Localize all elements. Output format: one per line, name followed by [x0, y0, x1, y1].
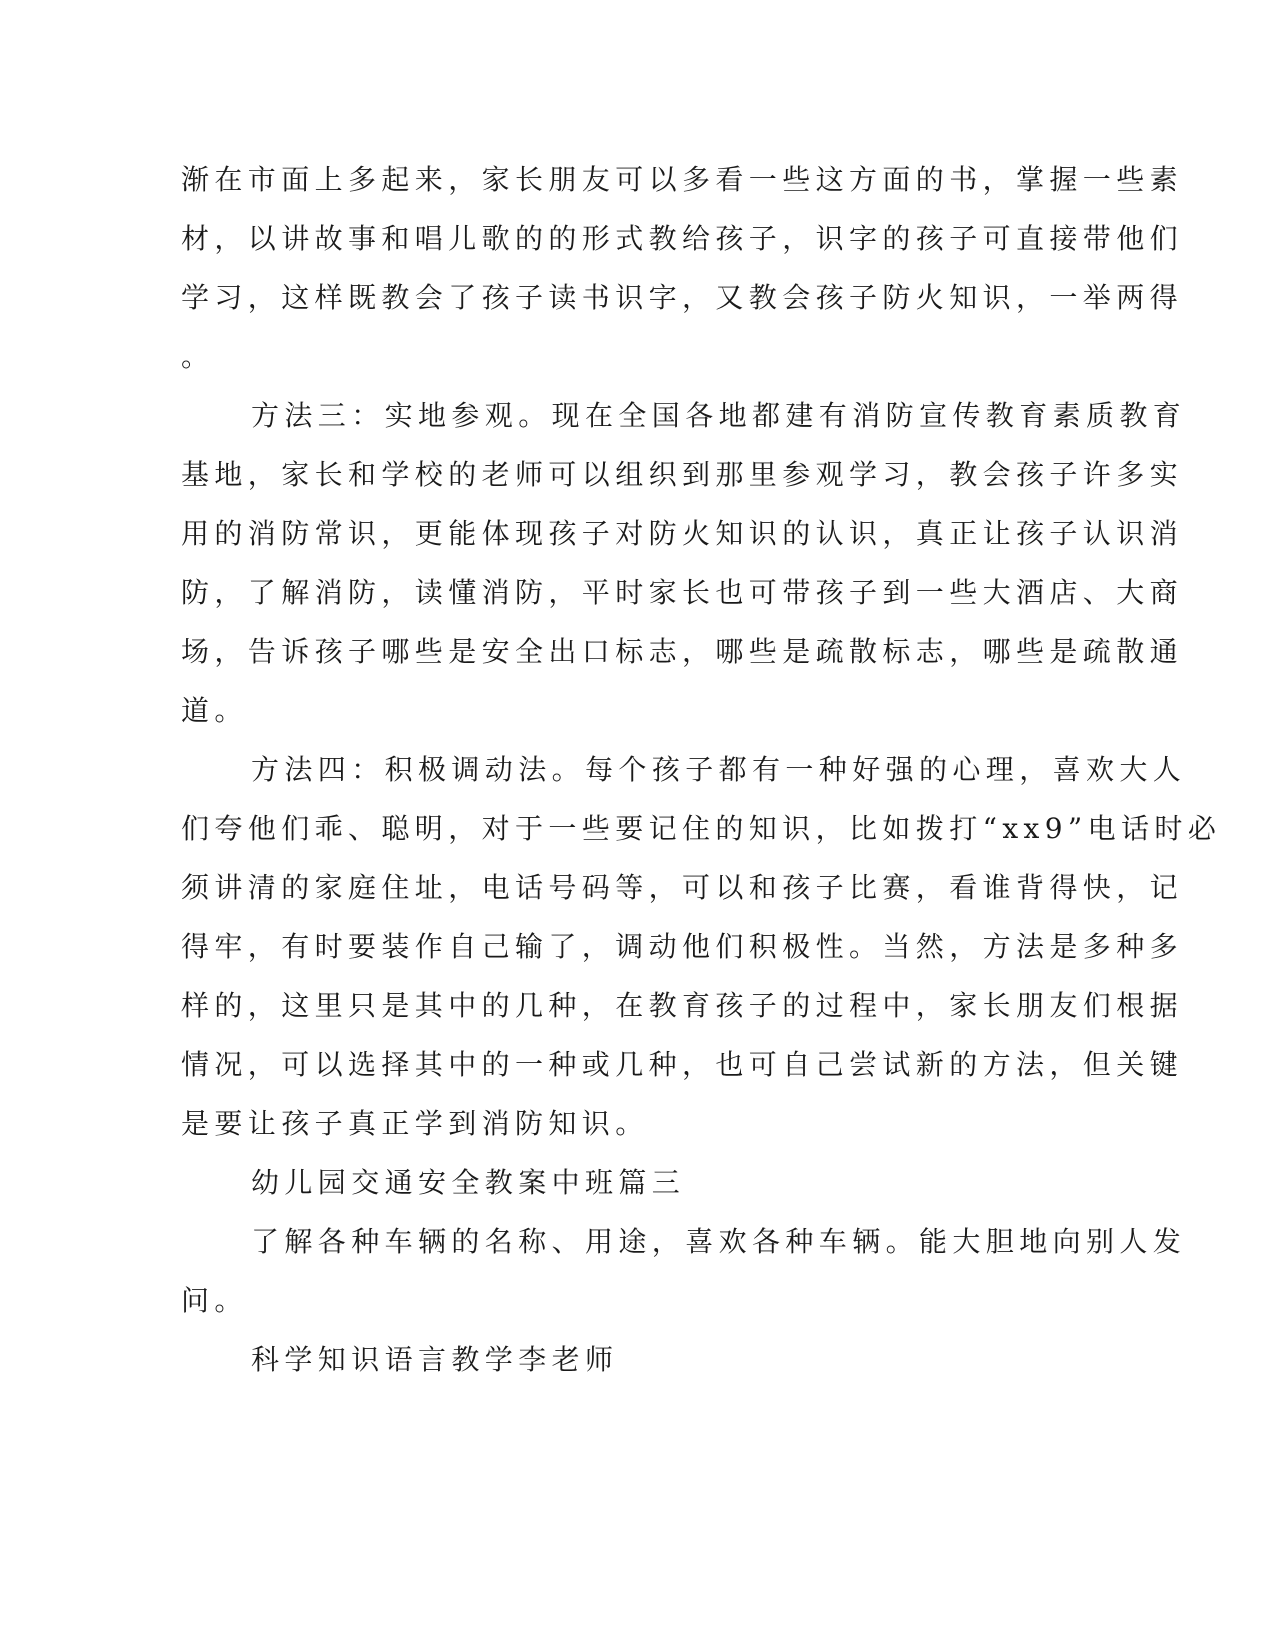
text-line: 样的，这里只是其中的几种，在教育孩子的过程中，家长朋友们根据 [181, 989, 1184, 1022]
text-line: 材，以讲故事和唱儿歌的的形式教给孩子，识字的孩子可直接带他们 [181, 222, 1184, 255]
text-line: 学习，这样既教会了孩子读书识字，又教会孩子防火知识，一举两得 [181, 281, 1184, 314]
paragraph-first-line: 了解各种车辆的名称、用途，喜欢各种车辆。能大胆地向别人发 [251, 1225, 1187, 1258]
text-line: 防，了解消防，读懂消防，平时家长也可带孩子到一些大酒店、大商 [181, 576, 1184, 609]
paragraph-first-line: 方法四：积极调动法。每个孩子都有一种好强的心理，喜欢大人 [251, 753, 1187, 786]
text-line: 得牢，有时要装作自己输了，调动他们积极性。当然，方法是多种多 [181, 930, 1184, 963]
text-line: 须讲清的家庭住址，电话号码等，可以和孩子比赛，看谁背得快，记 [181, 871, 1184, 904]
section-heading: 幼儿园交通安全教案中班篇三 [251, 1166, 686, 1199]
paragraph-first-line: 方法三：实地参观。现在全国各地都建有消防宣传教育素质教育 [251, 399, 1187, 432]
text-line: 情况，可以选择其中的一种或几种，也可自己尝试新的方法，但关键 [181, 1048, 1184, 1081]
text-line: 们夸他们乖、聪明，对于一些要记住的知识，比如拨打“xx9”电话时必 [181, 812, 1222, 845]
text-line: 问。 [181, 1284, 248, 1317]
text-line: 是要让孩子真正学到消防知识。 [181, 1107, 649, 1140]
text-line: 基地，家长和学校的老师可以组织到那里参观学习，教会孩子许多实 [181, 458, 1184, 491]
text-line: 道。 [181, 694, 248, 727]
text-line: 。 [181, 340, 215, 373]
text-line: 渐在市面上多起来，家长朋友可以多看一些这方面的书，掌握一些素 [181, 163, 1184, 196]
paragraph-first-line: 科学知识语言教学李老师 [251, 1343, 619, 1376]
text-line: 用的消防常识，更能体现孩子对防火知识的认识，真正让孩子认识消 [181, 517, 1184, 550]
text-line: 场，告诉孩子哪些是安全出口标志，哪些是疏散标志，哪些是疏散通 [181, 635, 1184, 668]
